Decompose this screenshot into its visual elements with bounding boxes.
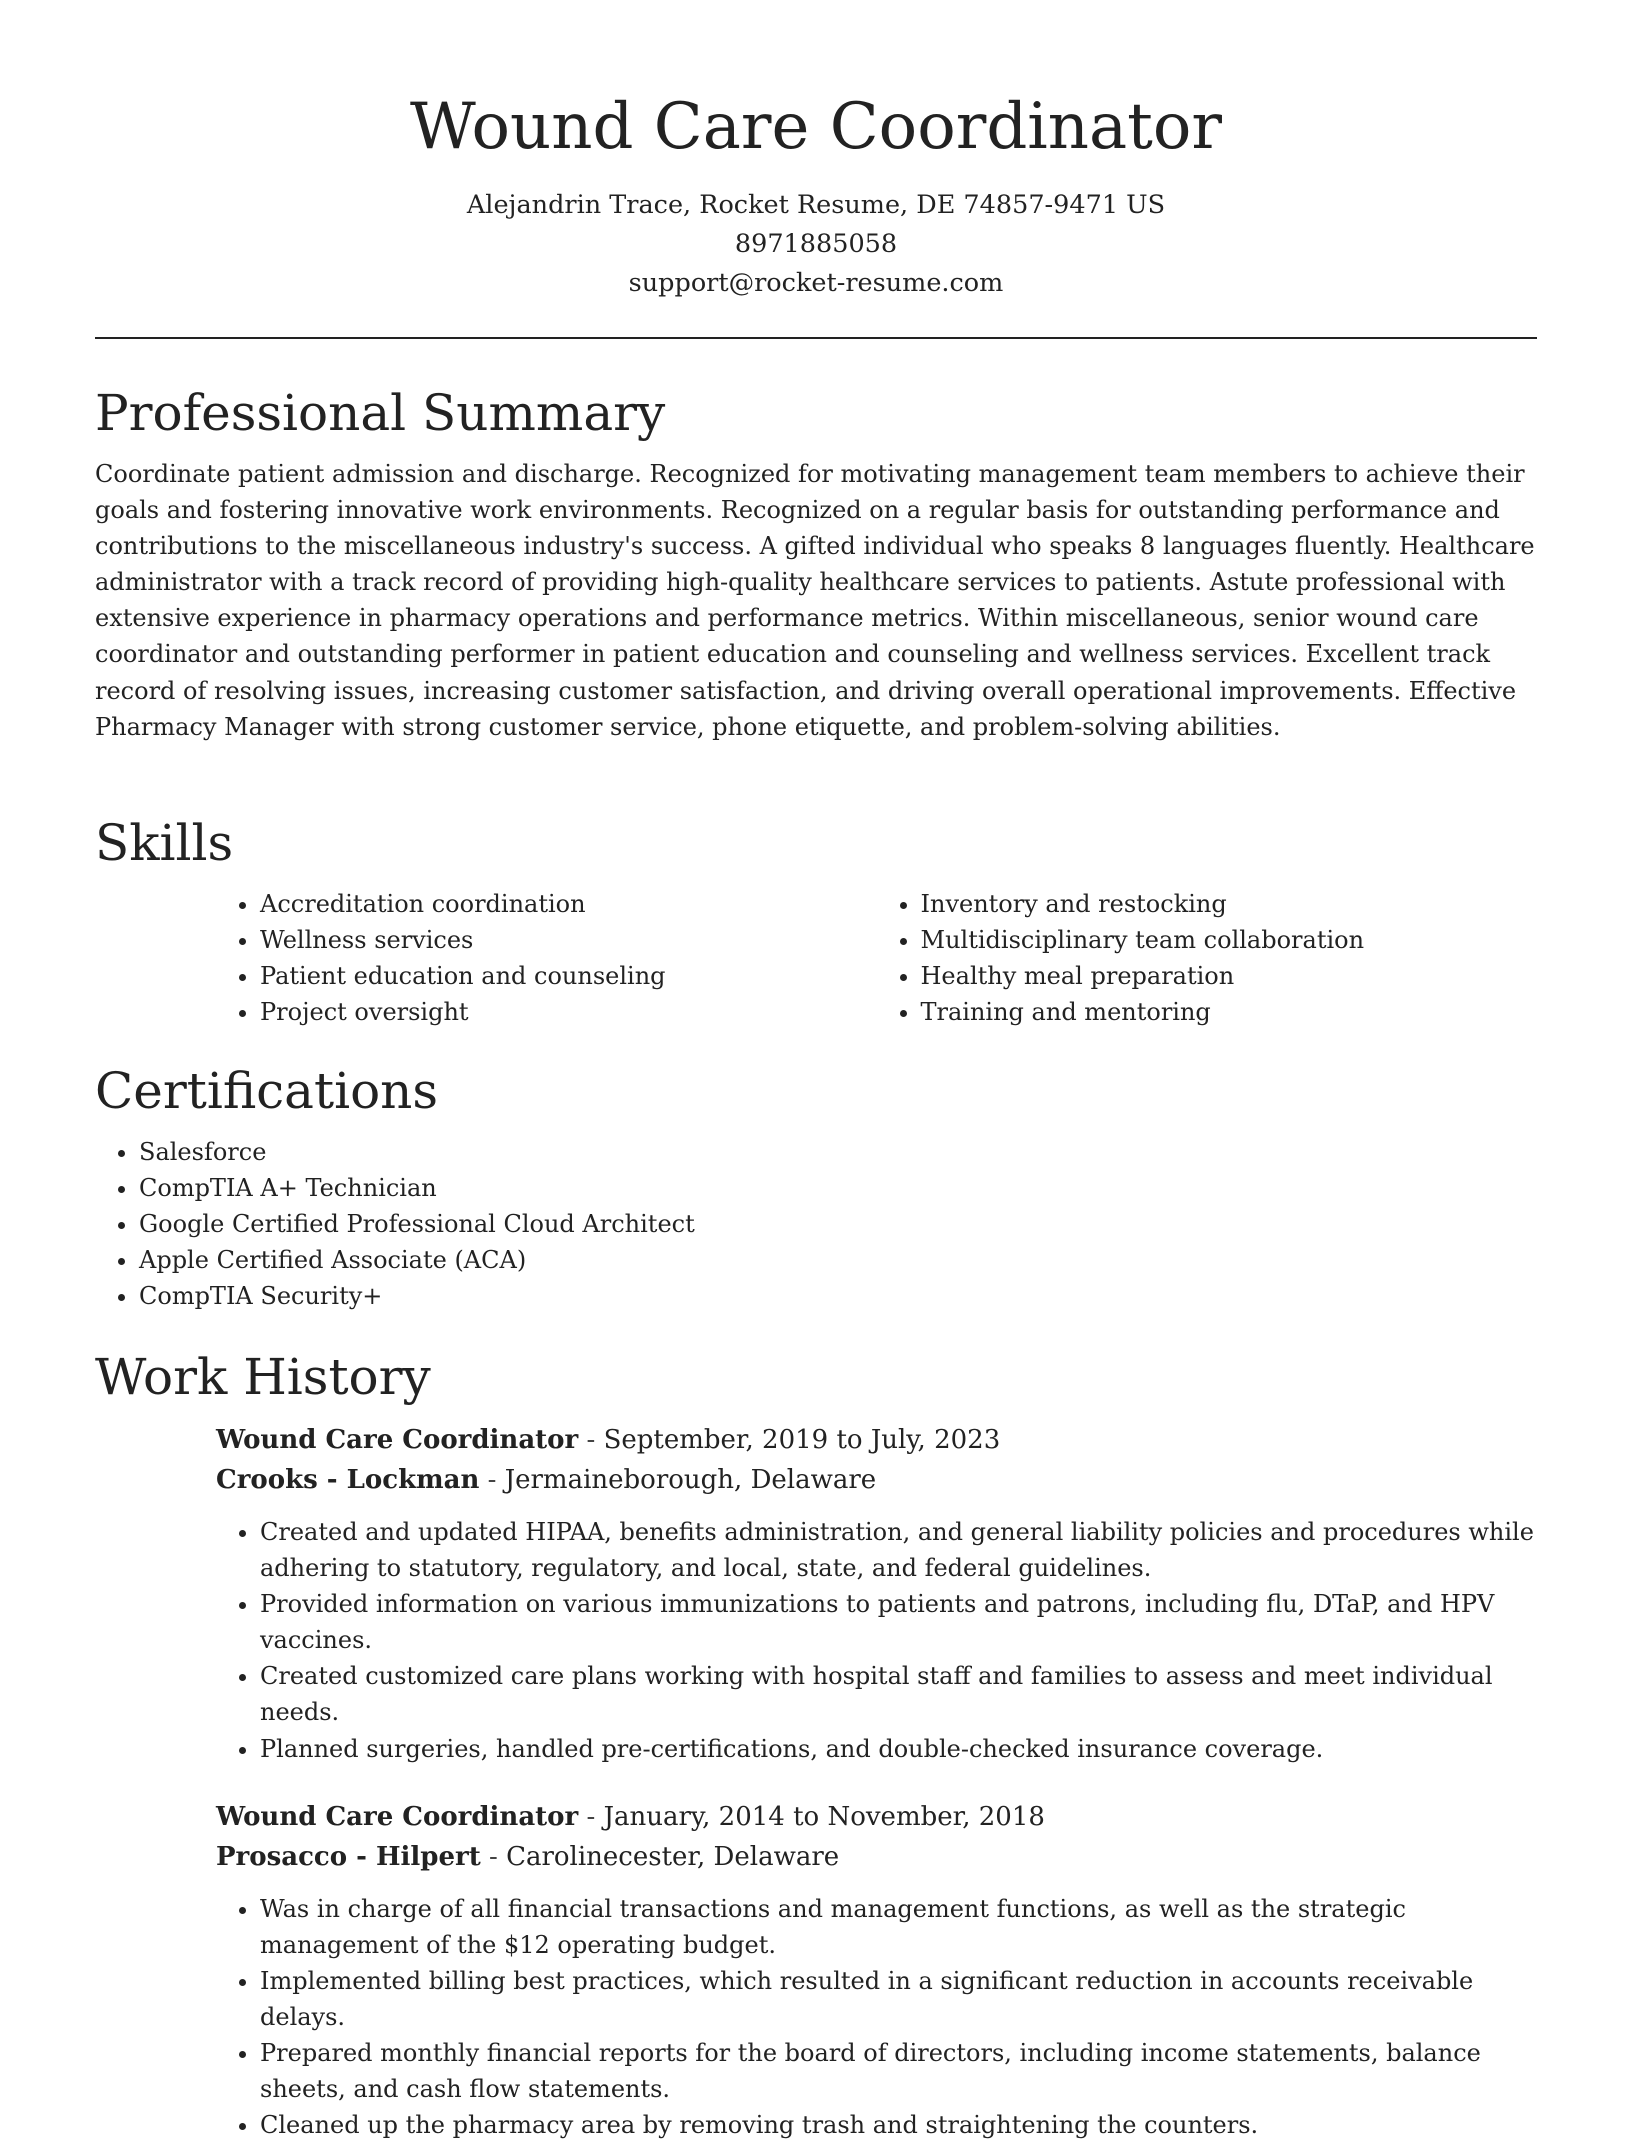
certifications-section xyxy=(95,1058,1537,1314)
job-entry xyxy=(216,1420,1537,1767)
list-item: • Healthy meal preparation xyxy=(921,958,1538,994)
job-company-line xyxy=(216,1837,1537,1877)
job-company: Prosacco - Hilpert xyxy=(216,1841,481,1872)
job-role: Wound Care Coordinator xyxy=(216,1425,579,1455)
separator: - xyxy=(578,1801,604,1832)
list-item: • Created customized care plans working with hospital staff and families to assess and meet individual needs. xyxy=(260,1658,1537,1730)
job-company: Crooks - Lockman xyxy=(216,1465,480,1495)
summary-section xyxy=(95,380,1537,745)
list-item: • Apple Certified Associate (ACA) xyxy=(139,1242,1537,1278)
list-item: • Salesforce xyxy=(139,1134,1537,1170)
summary-text: Coordinate patient admission and discharge. Recognized for motivating management team members to achieve their goals and fostering innovative work environments. Recognized on a regular basis for outstanding performance and contributions to the miscellaneous industry's success. A gifted individual who speaks 8 languages fluently. Healthcare administrator with a track record of providing high-quality healthcare services to patients. Astute professional with extensive experience in pharmacy operations and performance metrics. Within miscellaneous, senior wound care coordinator and outstanding performer in patient education and counseling and wellness services. Excellent track record of resolving issues, increasing customer satisfaction, and driving overall operational improvements. Effective Pharmacy Manager with strong customer service, phone etiquette, and problem-solving abilities. xyxy=(95,460,1535,741)
list-item: • Patient education and counseling xyxy=(260,958,877,994)
header-divider xyxy=(95,337,1537,339)
contact-address: Alejandrin Trace, Rocket Resume, DE 74857-9471 US xyxy=(466,190,1166,220)
contact-phone: 8971885058 xyxy=(734,229,898,259)
job-location: Carolinecester, Delaware xyxy=(506,1841,840,1872)
skills-columns xyxy=(216,886,1537,1030)
contact-email: support@rocket-resume.com xyxy=(628,268,1004,298)
list-item: • Planned surgeries, handled pre-certifications, and double-checked insurance coverage. xyxy=(260,1731,1537,1767)
list-item: • Provided information on various immunizations to patients and patrons, including flu, DTaP, and HPV vaccines. xyxy=(260,1586,1537,1658)
resume-title: Wound Care Coordinator xyxy=(410,90,1222,164)
list-item: • Created and updated HIPAA, benefits administration, and general liability policies and procedures while adhering to statutory, regulatory, and local, state, and federal guidelines. xyxy=(260,1514,1537,1586)
list-item: • CompTIA Security+ xyxy=(139,1278,1537,1314)
certifications-list xyxy=(95,1134,1537,1314)
list-item: • Cleaned up the pharmacy area by removing trash and straightening the counters. xyxy=(260,2107,1537,2143)
job-role: Wound Care Coordinator xyxy=(216,1801,579,1832)
job-title-line xyxy=(216,1420,1537,1460)
list-item: • Accreditation coordination xyxy=(260,886,877,922)
list-item: • Inventory and restocking xyxy=(921,886,1538,922)
summary-heading: Professional Summary xyxy=(95,384,666,442)
resume-header xyxy=(95,0,1537,303)
skills-list-left xyxy=(216,886,877,1030)
job-entry xyxy=(216,1797,1537,2143)
skills-list-right xyxy=(877,886,1538,1030)
job-title-line xyxy=(216,1797,1537,1837)
job-location: Jermaineborough, Delaware xyxy=(504,1465,877,1495)
certifications-heading: Certifications xyxy=(95,1062,439,1120)
list-item: • Google Certified Professional Cloud Architect xyxy=(139,1206,1537,1242)
separator: - xyxy=(578,1425,604,1455)
list-item: • Implemented billing best practices, which resulted in a significant reduction in accounts receivable delays. xyxy=(260,1963,1537,2035)
job-company-line xyxy=(216,1460,1537,1500)
list-item: • Training and mentoring xyxy=(921,994,1538,1030)
separator: - xyxy=(480,1841,507,1872)
job-dates: January, 2014 to November, 2018 xyxy=(603,1801,1045,1832)
list-item: • CompTIA A+ Technician xyxy=(139,1170,1537,1206)
resume-page xyxy=(95,0,1537,2140)
job-bullets xyxy=(216,1891,1537,2143)
list-item: • Was in charge of all financial transactions and management functions, as well as the strategic management of the $12 operating budget. xyxy=(260,1891,1537,1963)
work-section xyxy=(95,1344,1537,2143)
contact-block xyxy=(95,186,1537,303)
job-bullets xyxy=(216,1514,1537,1767)
list-item: • Prepared monthly financial reports for the board of directors, including income statements, balance sheets, and cash flow statements. xyxy=(260,2035,1537,2107)
list-item: • Project oversight xyxy=(260,994,877,1030)
work-heading: Work History xyxy=(95,1348,431,1406)
job-dates: September, 2019 to July, 2023 xyxy=(603,1425,1001,1455)
separator: - xyxy=(479,1465,505,1495)
list-item: • Wellness services xyxy=(260,922,877,958)
skills-section xyxy=(95,810,1537,1030)
skills-heading: Skills xyxy=(95,814,234,872)
list-item: • Multidisciplinary team collaboration xyxy=(921,922,1538,958)
